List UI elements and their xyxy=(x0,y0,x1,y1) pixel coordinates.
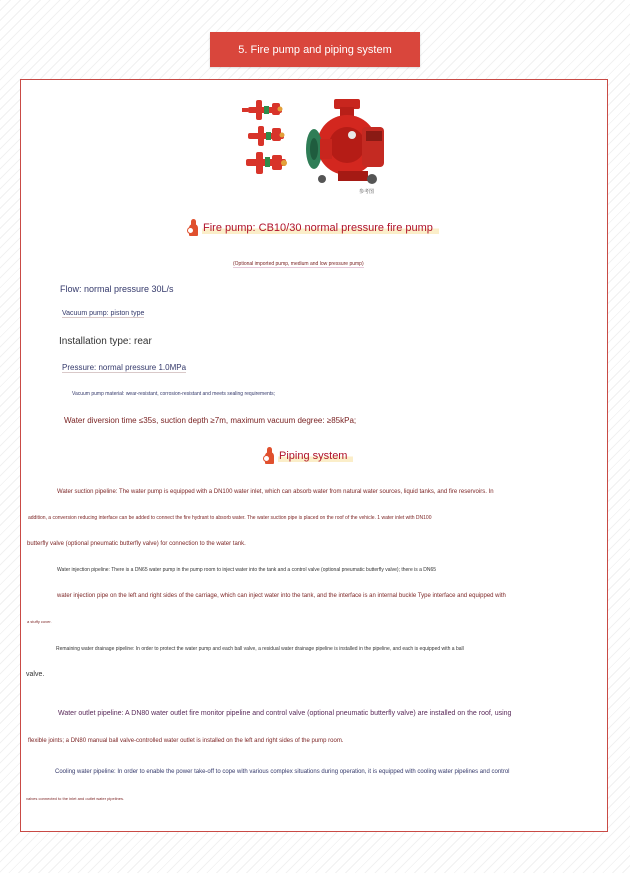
outlet-line-1: Water outlet pipeline: A DN80 water outlet fire monitor pipeline and control valve (optional pneumatic butterfly valve) are installed on the roof, using xyxy=(58,710,512,717)
fire-pump-heading-text: Fire pump: CB10/30 normal pressure fire pump xyxy=(202,222,439,234)
spec-installation: Installation type: rear xyxy=(59,336,152,347)
fire-pump-image xyxy=(242,97,388,195)
fire-pump-illustration xyxy=(242,97,388,195)
spec-material: Vacuum pump material: wear-resistant, corrosion-resistant and meets sealing requirements; xyxy=(72,391,276,397)
suction-line-2: addition, a conversion reducing interface can be added to connect the fire hydrant to absorb water. The water suction pipe is placed on the roof of the vehicle. 1 water inlet with DN100 xyxy=(28,515,432,521)
content-frame xyxy=(20,79,608,832)
cooling-line-2: valves connected to the inlet and outlet water pipelines. xyxy=(26,796,125,801)
cooling-line-1: Cooling water pipeline: In order to enable the power take-off to cope with various complex situations during operation, it is equipped with cooling water pipelines and control xyxy=(55,769,510,775)
suction-line-1: Water suction pipeline: The water pump is equipped with a DN100 water inlet, which can absorb water from natural water sources, liquid tanks, and fire reservoirs. In xyxy=(57,489,494,495)
pump-option-note: (Optional imported pump, medium and low pressure pump) xyxy=(233,261,364,267)
fire-extinguisher-icon xyxy=(263,447,276,465)
injection-line-2: water injection pipe on the left and right sides of the carriage, which can inject water into the tank, and the interface is an internal buckle Type interface and equipped with xyxy=(57,593,506,599)
outlet-line-2: flexible joints; a DN80 manual ball valve-controlled water outlet is installed on the left and right sides of the pump room. xyxy=(28,738,344,744)
fire-extinguisher-icon xyxy=(187,219,200,237)
injection-line-1: Water injection pipeline: There is a DN65 water pump in the pump room to inject water into the tank and a control valve (optional pneumatic butterfly valve); there is a DN65 xyxy=(57,567,437,573)
piping-heading xyxy=(263,447,353,465)
spec-pressure: Pressure: normal pressure 1.0MPa xyxy=(62,363,187,372)
section-title: 5. Fire pump and piping system xyxy=(238,43,392,56)
spec-vacuum-pump: Vacuum pump: piston type xyxy=(62,310,145,317)
piping-heading-text: Piping system xyxy=(278,450,353,462)
section-banner xyxy=(210,32,420,67)
spec-diversion: Water diversion time ≤35s, suction depth ≥7m, maximum vacuum degree: ≥85kPa; xyxy=(64,416,357,425)
drainage-line-2: valve. xyxy=(26,671,45,678)
spec-flow: Flow: normal pressure 30L/s xyxy=(60,284,174,294)
fire-pump-heading xyxy=(187,219,439,237)
image-caption: 参考图 xyxy=(359,189,375,195)
drainage-line-1: Remaining water drainage pipeline: In order to protect the water pump and each ball valve, a residual water drainage pipeline is installed in the pipeline, and each is equipped with a ball xyxy=(56,646,464,652)
suction-line-3: butterfly valve (optional pneumatic butterfly valve) for connection to the water tank. xyxy=(27,541,246,547)
injection-line-3: a stuffy cover. xyxy=(27,619,52,624)
